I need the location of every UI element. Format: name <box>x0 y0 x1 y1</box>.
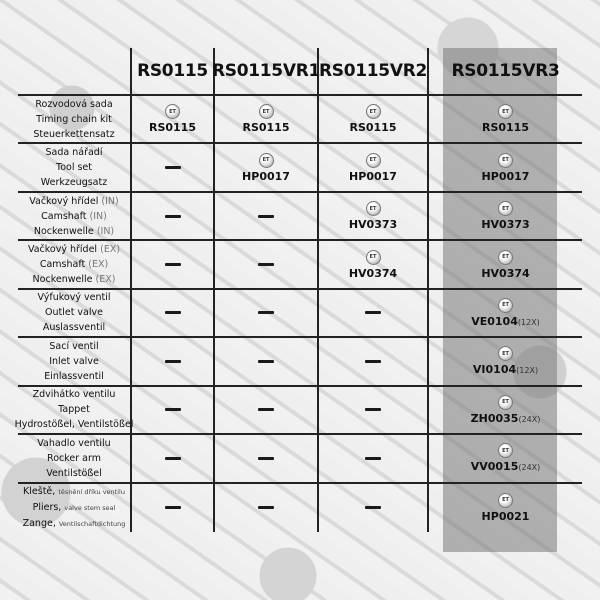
part-cell <box>317 484 427 532</box>
part-number <box>481 267 529 280</box>
part-code: ZH0035 <box>470 411 519 425</box>
part-cell <box>427 193 582 241</box>
part-number <box>473 363 538 376</box>
row-label-text: Camshaft <box>41 210 87 222</box>
et-logo-icon: ET <box>165 104 180 119</box>
row-label-text: Vačkový hřídel <box>29 195 99 207</box>
et-logo-icon: ET <box>259 104 274 119</box>
part-code: RS0115 <box>481 121 529 135</box>
row-label-line <box>40 257 108 272</box>
et-logo-icon: ET <box>498 395 513 410</box>
part-cell <box>130 144 213 192</box>
row-label <box>18 290 130 338</box>
part-cell <box>130 290 213 338</box>
part-cell <box>130 193 213 241</box>
part-number <box>482 510 530 523</box>
not-included-dash <box>258 506 274 509</box>
row-label-text: Vahadlo ventilu <box>37 437 111 449</box>
part-number <box>471 412 541 425</box>
row-label-text: Werkzeugsatz <box>40 177 108 189</box>
row-label-text: Pliers, <box>32 501 65 513</box>
part-cell <box>213 290 317 338</box>
part-code: VI0104 <box>472 363 517 377</box>
row-label-line <box>41 209 107 224</box>
part-quantity: (12X) <box>516 366 539 376</box>
row-label-text: Výfukový ventil <box>37 292 111 304</box>
row-label-subtext: valve stem seal <box>64 503 116 512</box>
row-label-line <box>58 402 90 417</box>
row-label-line <box>33 272 116 287</box>
row-label <box>14 387 134 435</box>
part-code: HV0374 <box>348 266 398 280</box>
row-label-line <box>49 354 99 369</box>
part-code: RS0115 <box>242 121 290 135</box>
part-cell <box>317 338 427 386</box>
et-logo-icon: ET <box>498 298 513 313</box>
part-cell <box>213 338 317 386</box>
part-number <box>349 267 397 280</box>
row-label-text: Tool set <box>56 162 92 174</box>
et-logo-icon: ET <box>366 201 381 216</box>
part-number <box>482 170 530 183</box>
row-label-tag: (IN) <box>89 210 107 222</box>
row-label-text: Einlassventil <box>44 370 104 382</box>
part-cell <box>213 484 317 532</box>
not-included-dash <box>165 360 181 363</box>
et-logo-icon: ET <box>498 201 513 216</box>
row-label-line <box>15 417 134 432</box>
part-code: HP0017 <box>349 169 397 183</box>
row-label-text: Hydrostößel, Ventilstößel <box>14 419 134 431</box>
row-label-line <box>23 484 125 500</box>
part-quantity: (12X) <box>517 317 540 327</box>
not-included-dash <box>365 360 381 363</box>
not-included-dash <box>165 506 181 509</box>
not-included-dash <box>165 215 181 218</box>
row-label-text: Vačkový hřídel <box>27 244 98 256</box>
part-cell <box>317 96 427 144</box>
part-number <box>471 460 541 473</box>
et-logo-icon: ET <box>259 153 274 168</box>
row-label-line <box>33 127 114 142</box>
row-label-text: Kleště, <box>23 485 59 497</box>
row-label-line <box>46 145 103 160</box>
part-cell <box>213 144 317 192</box>
row-label-subtext: těsnění dříku ventilu <box>58 487 125 496</box>
part-code: HV0374 <box>481 266 530 280</box>
row-label-text: Outlet valve <box>44 307 103 319</box>
row-label-text: Ventilstößel <box>46 467 102 479</box>
part-code: HP0021 <box>481 509 530 523</box>
row-label-tag: (EX) <box>95 274 116 286</box>
row-label-text: Camshaft <box>39 259 86 271</box>
not-included-dash <box>258 215 274 218</box>
row-label <box>18 96 130 144</box>
row-label-tag: (IN) <box>96 225 115 237</box>
part-code: VV0015 <box>470 460 519 474</box>
row-label-line <box>29 194 119 209</box>
et-logo-icon: ET <box>366 250 381 265</box>
part-cell <box>213 193 317 241</box>
row-label-line <box>37 436 110 451</box>
et-logo-icon: ET <box>498 443 513 458</box>
row-label-line <box>35 97 112 112</box>
row-label <box>18 193 130 241</box>
not-included-dash <box>365 457 381 460</box>
part-quantity: (24X) <box>518 414 541 424</box>
part-cell <box>317 387 427 435</box>
part-cell <box>130 338 213 386</box>
part-code: VE0104 <box>471 314 518 328</box>
row-label <box>18 241 130 289</box>
part-cell <box>130 241 213 289</box>
row-label-line <box>44 369 104 384</box>
row-label-text: Zange, <box>22 517 59 529</box>
row-label-line <box>36 112 112 127</box>
row-label-line <box>47 451 101 466</box>
part-number <box>481 218 529 231</box>
part-number <box>471 315 540 328</box>
not-included-dash <box>258 408 274 411</box>
row-label-text: Zdvihátko ventilu <box>32 389 116 401</box>
et-logo-icon: ET <box>366 104 381 119</box>
row-label <box>18 338 130 386</box>
part-code: HP0017 <box>242 169 290 183</box>
et-logo-icon: ET <box>498 493 513 508</box>
part-cell <box>427 241 582 289</box>
row-label-text: Steuerkettensatz <box>33 128 115 140</box>
not-included-dash <box>365 506 381 509</box>
part-cell <box>213 435 317 483</box>
row-label-text: Nockenwelle <box>33 225 94 237</box>
part-cell <box>130 387 213 435</box>
row-label-line <box>45 305 103 320</box>
part-code: HP0017 <box>481 169 530 183</box>
not-included-dash <box>258 457 274 460</box>
part-cell <box>427 338 582 386</box>
not-included-dash <box>165 311 181 314</box>
not-included-dash <box>258 311 274 314</box>
part-cell <box>427 435 582 483</box>
row-label-text: Rocker arm <box>47 452 101 464</box>
part-cell <box>317 290 427 338</box>
part-cell <box>427 96 582 144</box>
row-label-line <box>28 242 120 257</box>
part-number <box>482 121 529 134</box>
row-label-line <box>56 160 92 175</box>
not-included-dash <box>258 360 274 363</box>
part-cell <box>130 435 213 483</box>
row-label <box>18 435 130 483</box>
part-cell <box>213 387 317 435</box>
et-logo-icon: ET <box>366 153 381 168</box>
not-included-dash <box>165 166 181 169</box>
row-label-text: Timing chain kit <box>36 113 112 125</box>
column-header: RS0115VR2 <box>317 48 427 96</box>
part-number <box>349 218 397 231</box>
row-label-text: Nockenwelle <box>32 274 93 286</box>
part-number <box>349 170 397 183</box>
part-cell <box>427 387 582 435</box>
column-header: RS0115VR1 <box>213 48 317 96</box>
not-included-dash <box>365 311 381 314</box>
part-cell <box>213 241 317 289</box>
comparison-table <box>14 48 582 552</box>
part-code: RS0115 <box>148 121 196 135</box>
row-label-line <box>34 224 114 239</box>
part-cell <box>427 290 582 338</box>
row-label-line <box>46 466 102 481</box>
not-included-dash <box>165 263 181 266</box>
part-cell <box>317 435 427 483</box>
part-code: HV0373 <box>348 218 398 232</box>
row-label-line <box>33 500 116 516</box>
not-included-dash <box>165 457 181 460</box>
row-label-line <box>23 516 126 532</box>
row-label-text: Sada nářadí <box>45 147 103 159</box>
et-logo-icon: ET <box>498 104 513 119</box>
row-label-subtext: Ventilschaftdichtung <box>58 519 126 528</box>
row-label-text: Inlet valve <box>49 355 99 367</box>
column-header: RS0115VR3 <box>427 48 582 96</box>
row-label-text: Auslassventil <box>42 322 106 334</box>
et-logo-icon: ET <box>498 346 513 361</box>
row-label-tag: (IN) <box>101 195 119 207</box>
part-number <box>149 121 196 134</box>
part-quantity: (24X) <box>518 463 541 473</box>
row-label-line <box>49 339 98 354</box>
part-cell <box>130 96 213 144</box>
not-included-dash <box>165 408 181 411</box>
part-code: HV0373 <box>481 218 530 232</box>
row-label-line <box>43 320 105 335</box>
part-number <box>349 121 396 134</box>
et-logo-icon: ET <box>498 250 513 265</box>
et-logo-icon: ET <box>498 153 513 168</box>
row-label-text: Rozvodová sada <box>35 98 113 110</box>
row-label-tag: (EX) <box>100 244 121 256</box>
part-cell <box>317 241 427 289</box>
header-corner <box>18 48 130 96</box>
row-label-tag: (EX) <box>88 259 109 271</box>
part-cell <box>213 96 317 144</box>
part-cell <box>427 484 582 532</box>
part-cell <box>427 144 582 192</box>
not-included-dash <box>365 408 381 411</box>
part-cell <box>317 144 427 192</box>
not-included-dash <box>258 263 274 266</box>
row-label-line <box>41 175 107 190</box>
part-cell <box>130 484 213 532</box>
row-label-text: Tappet <box>58 404 90 416</box>
row-label <box>18 144 130 192</box>
part-cell <box>317 193 427 241</box>
part-number <box>242 121 289 134</box>
row-label-line <box>33 387 116 402</box>
row-label <box>18 484 130 532</box>
part-code: RS0115 <box>349 121 397 135</box>
row-label-line <box>38 290 111 305</box>
column-header: RS0115 <box>130 48 213 96</box>
row-label-text: Sací ventil <box>49 340 99 352</box>
part-number <box>242 170 290 183</box>
